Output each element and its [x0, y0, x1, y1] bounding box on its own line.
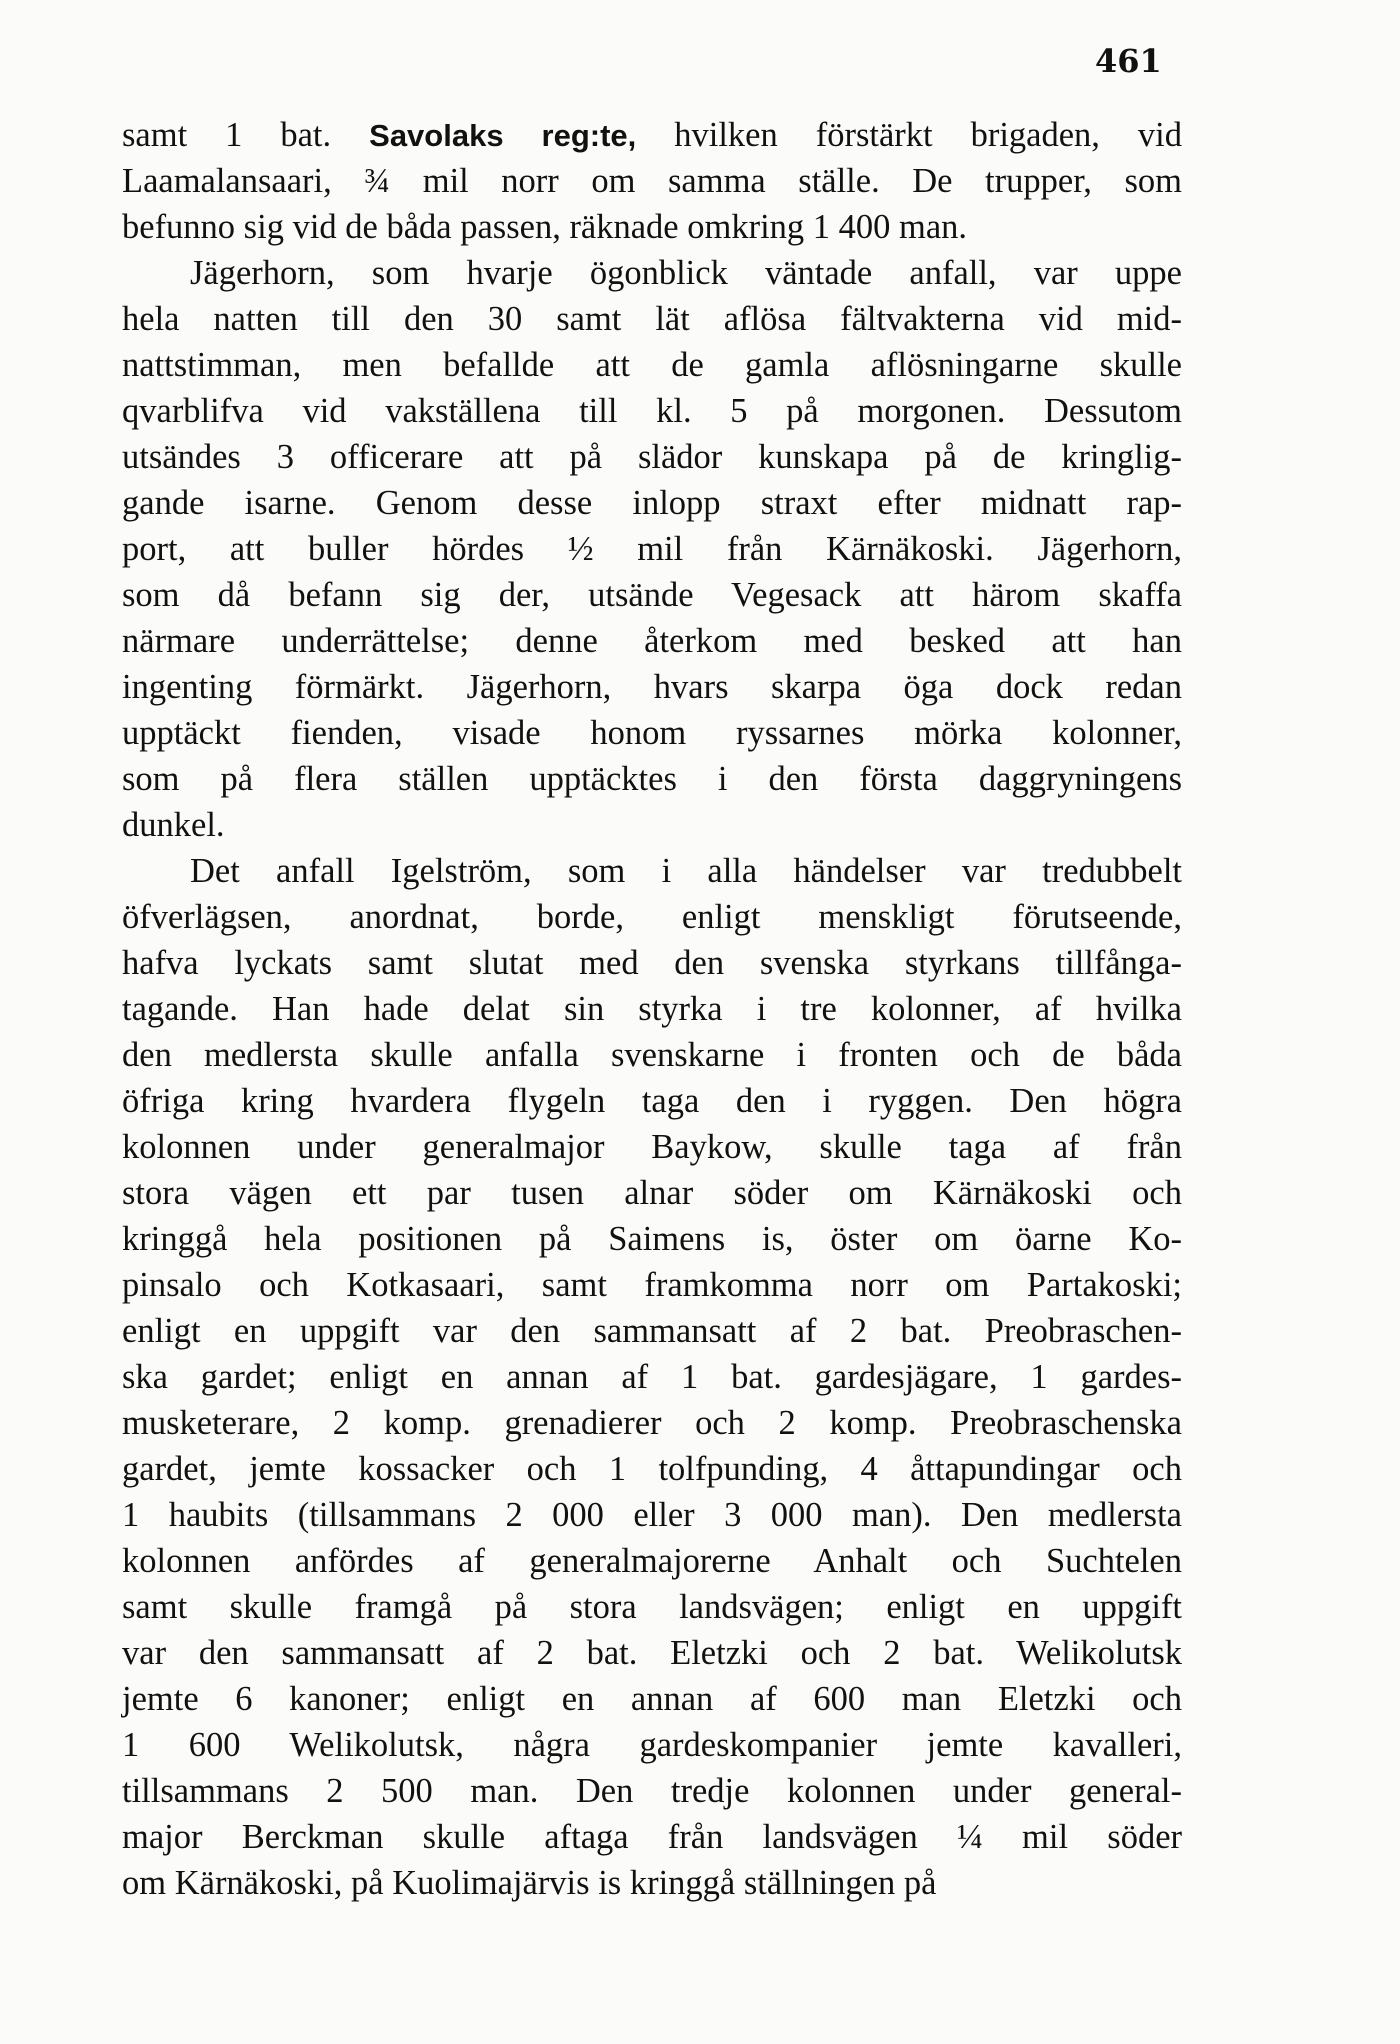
page-number: 461: [1095, 42, 1162, 80]
paragraph: [122, 848, 1182, 1906]
regiment-name: Savolaks reg:te,: [369, 118, 637, 153]
text-line: [122, 112, 1182, 158]
text-line: tillsammans 2 500 man. Den tredje kolonnen under general-: [122, 1772, 1182, 1810]
text-line: som på flera ställen upptäcktes i den första daggryningens: [122, 760, 1182, 798]
text-line: Jägerhorn, som hvarje ögonblick väntade anfall, var uppe: [190, 254, 1182, 292]
text-line: nattstimman, men befallde att de gamla aflösningarne skulle: [122, 346, 1182, 384]
paragraph: [122, 250, 1182, 848]
text-line: enligt en uppgift var den sammansatt af 2 bat. Preobraschen-: [122, 1312, 1182, 1350]
text-line: stora vägen ett par tusen alnar söder om Kärnäkoski och: [122, 1174, 1182, 1212]
text-line: upptäckt fienden, visade honom ryssarnes mörka kolonner,: [122, 714, 1182, 752]
text-line: närmare underrättelse; denne återkom med besked att han: [122, 622, 1182, 660]
text-line: kolonnen under generalmajor Baykow, skulle taga af från: [122, 1128, 1182, 1166]
text-line: jemte 6 kanoner; enligt en annan af 600 man Eletzki och: [122, 1680, 1182, 1718]
text-line: Laamalansaari, ¾ mil norr om samma ställe. De trupper, som: [122, 162, 1182, 200]
text-line: gande isarne. Genom desse inlopp straxt efter midnatt rap-: [122, 484, 1182, 522]
text-line: port, att buller hördes ½ mil från Kärnäkoski. Jägerhorn,: [122, 530, 1182, 568]
text-line: tagande. Han hade delat sin styrka i tre kolonner, af hvilka: [122, 990, 1182, 1028]
text-line: 1 haubits (tillsammans 2 000 eller 3 000 man). Den medlersta: [122, 1496, 1182, 1534]
text-line: musketerare, 2 komp. grenadierer och 2 komp. Preobraschenska: [122, 1404, 1182, 1442]
text-line: dunkel.: [122, 806, 225, 844]
text-segment: hvilken förstärkt brigaden, vid: [636, 116, 1182, 154]
text-line: major Berckman skulle aftaga från landsvägen ¼ mil söder: [122, 1818, 1182, 1856]
text-line: hela natten till den 30 samt lät aflösa fältvakterna vid mid-: [122, 300, 1182, 338]
text-line: kolonnen anfördes af generalmajorerne Anhalt och Suchtelen: [122, 1542, 1182, 1580]
text-line: befunno sig vid de båda passen, räknade omkring 1 400 man.: [122, 208, 968, 246]
text-line: ingenting förmärkt. Jägerhorn, hvars skarpa öga dock redan: [122, 668, 1182, 706]
body-text: [122, 112, 1182, 1906]
text-segment: samt 1 bat.: [122, 116, 370, 154]
text-line: samt skulle framgå på stora landsvägen; enligt en uppgift: [122, 1588, 1182, 1626]
text-line: den medlersta skulle anfalla svenskarne i fronten och de båda: [122, 1036, 1182, 1074]
text-line: gardet, jemte kossacker och 1 tolfpunding, 4 åttapundingar och: [122, 1450, 1182, 1488]
text-line: hafva lyckats samt slutat med den svenska styrkans tillfånga-: [122, 944, 1182, 982]
paragraph: [122, 112, 1182, 250]
text-line: var den sammansatt af 2 bat. Eletzki och 2 bat. Welikolutsk: [122, 1634, 1182, 1672]
text-line: 1 600 Welikolutsk, några gardeskompanier jemte kavalleri,: [122, 1726, 1182, 1764]
text-line: qvarblifva vid vakställena till kl. 5 på morgonen. Dessutom: [122, 392, 1182, 430]
text-line: pinsalo och Kotkasaari, samt framkomma norr om Partakoski;: [122, 1266, 1182, 1304]
text-line: kringgå hela positionen på Saimens is, öster om öarne Ko-: [122, 1220, 1182, 1258]
text-line: om Kärnäkoski, på Kuolimajärvis is kringgå ställningen på: [122, 1864, 937, 1902]
text-line: ska gardet; enligt en annan af 1 bat. gardesjägare, 1 gardes-: [122, 1358, 1182, 1396]
text-line: utsändes 3 officerare att på slädor kunskapa på de kringlig-: [122, 438, 1182, 476]
text-line: öfriga kring hvardera flygeln taga den i ryggen. Den högra: [122, 1082, 1182, 1120]
text-line: öfverlägsen, anordnat, borde, enligt menskligt förutseende,: [122, 898, 1182, 936]
text-line: Det anfall Igelström, som i alla händelser var tredubbelt: [190, 852, 1182, 890]
text-line: som då befann sig der, utsände Vegesack att härom skaffa: [122, 576, 1182, 614]
